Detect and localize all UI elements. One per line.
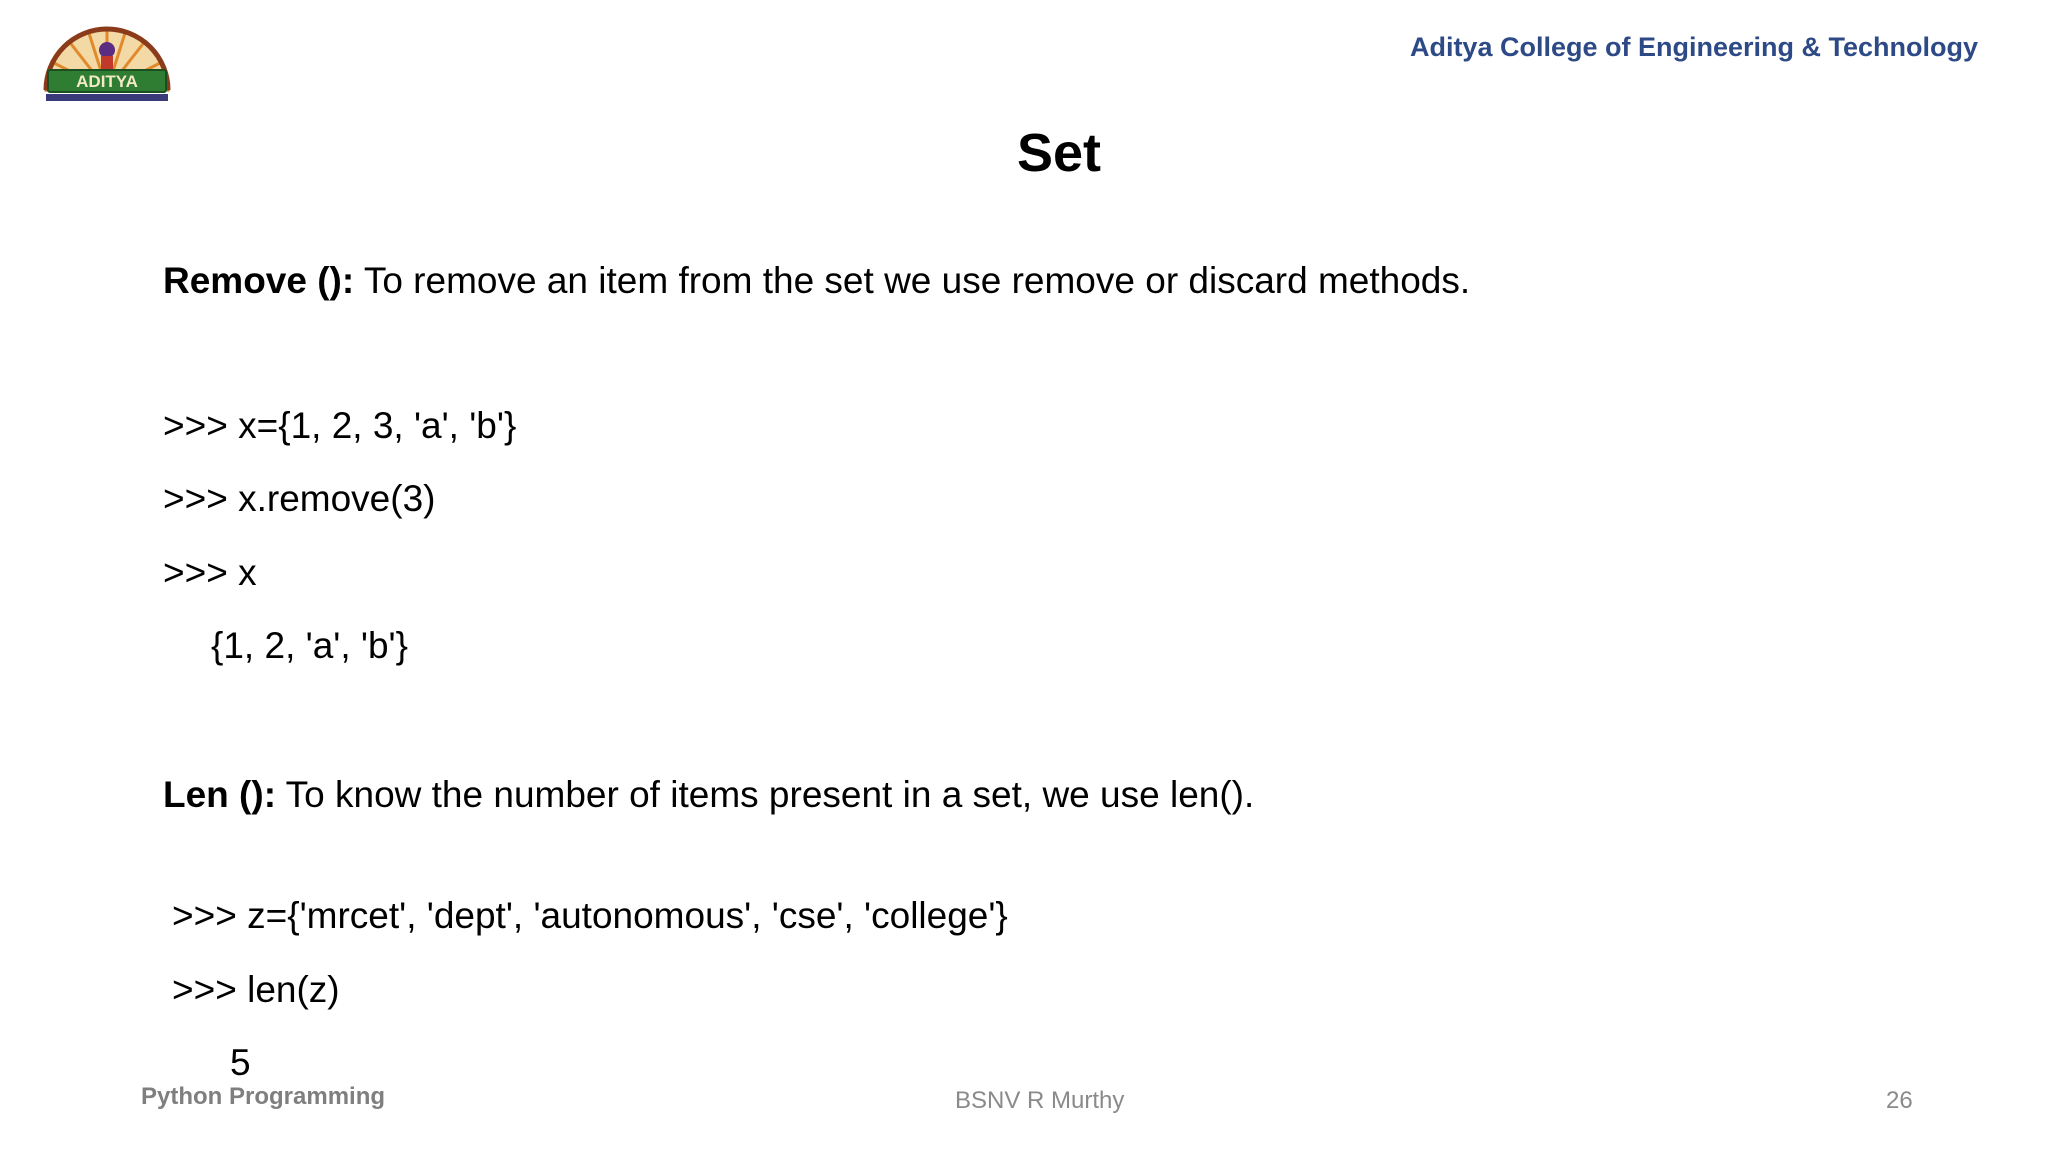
- code-line: >>> x={1, 2, 3, 'a', 'b'}: [163, 405, 517, 446]
- svg-text:ADITYA: ADITYA: [76, 72, 138, 91]
- page-number: 26: [1886, 1087, 1913, 1114]
- slide-title: Set: [1016, 123, 1102, 183]
- len-heading: Len ():: [163, 774, 277, 815]
- code-line: >>> z={'mrcet', 'dept', 'autonomous', 'cse', 'college'}: [172, 895, 1008, 936]
- footer-course: Python Programming: [141, 1083, 386, 1110]
- code-output: 5: [230, 1042, 251, 1083]
- code-line: >>> len(z): [172, 969, 340, 1010]
- remove-heading: Remove ():: [163, 260, 355, 301]
- institution-name: Aditya College of Engineering & Technology: [1409, 32, 1978, 62]
- code-output: {1, 2, 'a', 'b'}: [211, 625, 408, 666]
- remove-description: [163, 260, 1470, 302]
- code-line: >>> x: [163, 552, 257, 593]
- footer-author: BSNV R Murthy: [955, 1087, 1125, 1114]
- college-logo: [40, 20, 174, 104]
- len-description: [163, 774, 1254, 816]
- code-line: >>> x.remove(3): [163, 478, 436, 519]
- len-text: To know the number of items present in a set, we use len().: [276, 774, 1255, 815]
- remove-text: To remove an item from the set we use remove or discard methods.: [354, 260, 1471, 301]
